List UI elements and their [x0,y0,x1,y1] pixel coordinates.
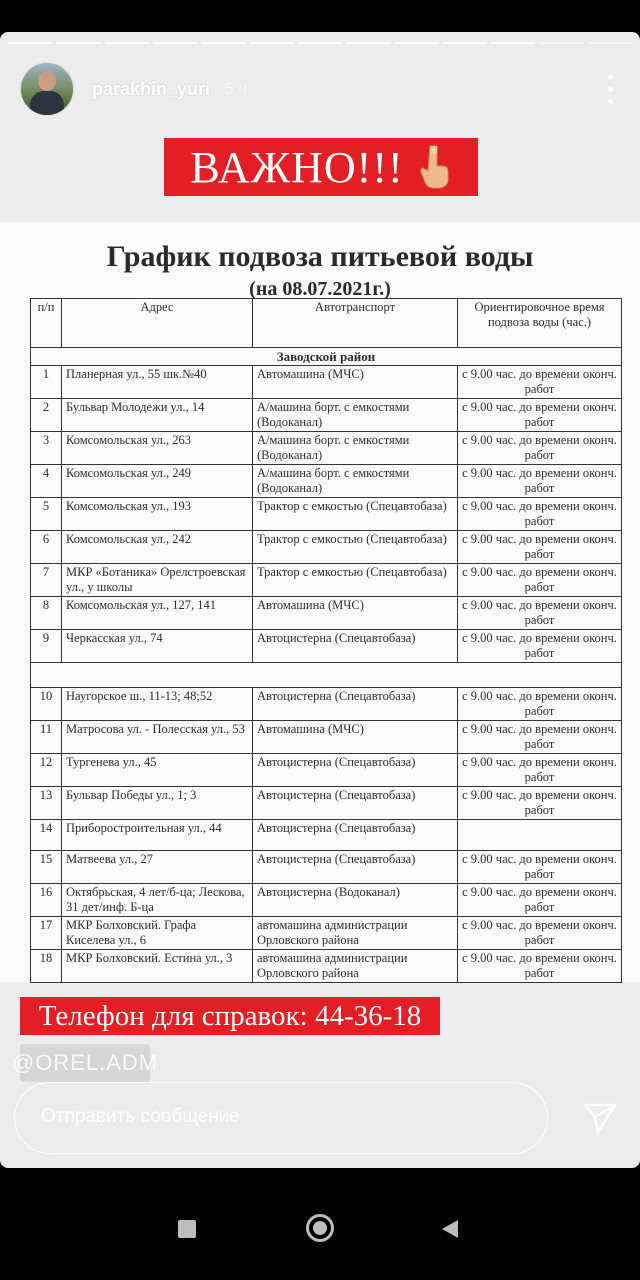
row-number: 15 [31,851,62,884]
schedule-document [0,222,640,982]
address-cell: Наугорское ш., 11-13; 48;52 [62,688,253,721]
separator-row [31,663,622,688]
time-cell: с 9.00 час. до времени оконч. работ [458,531,622,564]
message-input[interactable] [39,1105,523,1129]
time-cell: с 9.00 час. до времени оконч. работ [458,564,622,597]
row-number: 16 [31,884,62,917]
row-number: 14 [31,820,62,851]
transport-cell: А/машина борт. с емкостями (Водоканал) [253,432,458,465]
transport-cell: Автомашина (МЧС) [253,366,458,399]
send-icon[interactable] [582,1100,618,1136]
row-number: 6 [31,531,62,564]
recent-apps-button[interactable] [178,1220,196,1238]
transport-cell: Трактор с емкостью (Спецавтобаза) [253,531,458,564]
time-cell: с 9.00 час. до времени оконч. работ [458,597,622,630]
time-cell: с 9.00 час. до времени оконч. работ [458,721,622,754]
table-row [31,950,622,983]
time-cell: с 9.00 час. до времени оконч. работ [458,498,622,531]
back-button[interactable] [440,1218,460,1240]
transport-cell: Автомашина (МЧС) [253,597,458,630]
transport-cell: Автоцистерна (Спецавтобаза) [253,630,458,663]
address-cell: МКР Болховский. Естина ул., 3 [62,950,253,983]
more-vertical-icon[interactable] [600,74,620,104]
mention-sticker[interactable]: @OREL.ADM [20,1044,150,1082]
row-number: 11 [31,721,62,754]
table-row [31,465,622,498]
time-cell: с 9.00 час. до времени оконч. работ [458,465,622,498]
table-row [31,564,622,597]
row-number: 9 [31,630,62,663]
time-cell: с 9.00 час. до времени оконч. работ [458,432,622,465]
transport-cell: Трактор с емкостью (Спецавтобаза) [253,498,458,531]
row-number: 4 [31,465,62,498]
address-cell: Комсомольская ул., 193 [62,498,253,531]
transport-cell: Автоцистерна (Спецавтобаза) [253,820,458,851]
time-cell: с 9.00 час. до времени оконч. работ [458,399,622,432]
address-cell: Комсомольская ул., 263 [62,432,253,465]
table-row [31,688,622,721]
time-cell: с 9.00 час. до времени оконч. работ [458,366,622,399]
post-time: 5 ч. [224,79,252,98]
time-cell: с 9.00 час. до времени оконч. работ [458,754,622,787]
district-heading: Заводской район [31,348,622,366]
column-header: п/п [31,299,62,348]
table-row [31,498,622,531]
home-button[interactable] [306,1214,334,1242]
story-view[interactable] [0,32,640,1168]
address-cell: Тургенева ул., 45 [62,754,253,787]
row-number: 17 [31,917,62,950]
transport-cell: А/машина борт. с емкостями (Водоканал) [253,465,458,498]
transport-cell: Автоцистерна (Спецавтобаза) [253,851,458,884]
row-number: 13 [31,787,62,820]
document-title: График подвоза питьевой воды [106,240,534,273]
pointing-down-hand-icon [418,144,452,190]
android-nav-bar [0,1168,640,1280]
table-row [31,851,622,884]
address-cell: Приборостроительная ул., 44 [62,820,253,851]
time-cell: с 9.00 час. до времени оконч. работ [458,630,622,663]
address-cell: Октябрьская, 4 лет/б-ца; Лескова, 31 дет/инф. Б-ца [62,884,253,917]
important-sticker-text: ВАЖНО!!! [190,142,404,192]
address-cell: Бульвар Молодежи ул., 14 [62,399,253,432]
important-sticker [164,138,478,196]
transport-cell: Автоцистерна (Спецавтобаза) [253,754,458,787]
table-row [31,787,622,820]
schedule-table [30,298,622,983]
row-number: 10 [31,688,62,721]
address-cell: Комсомольская ул., 242 [62,531,253,564]
address-cell: Комсомольская ул., 249 [62,465,253,498]
time-cell: с 9.00 час. до времени оконч. работ [458,787,622,820]
table-row [31,630,622,663]
table-row [31,754,622,787]
table-row [31,432,622,465]
table-row [31,531,622,564]
table-row [31,917,622,950]
row-number: 7 [31,564,62,597]
table-row [31,366,622,399]
column-header: Автотранспорт [253,299,458,348]
time-cell: с 9.00 час. до времени оконч. работ [458,688,622,721]
column-header: Адрес [62,299,253,348]
row-number: 12 [31,754,62,787]
table-row [31,820,622,851]
avatar[interactable] [20,62,74,116]
time-cell: с 9.00 час. до времени оконч. работ [458,851,622,884]
document-date: (на 08.07.2021г.) [249,278,391,300]
transport-cell: Автоцистерна (Водоканал) [253,884,458,917]
row-number: 18 [31,950,62,983]
time-cell: с 9.00 час. до времени оконч. работ [458,884,622,917]
transport-cell: Автоцистерна (Спецавтобаза) [253,787,458,820]
row-number: 2 [31,399,62,432]
table-row [31,884,622,917]
username[interactable]: parakhin_yuri [92,78,211,99]
table-row [31,399,622,432]
address-cell: МКР «Ботаника» Орелстроевская ул., у школы [62,564,253,597]
transport-cell: А/машина борт. с емкостями (Водоканал) [253,399,458,432]
phone-sticker: Телефон для справок: 44-36-18 [20,997,440,1035]
reply-bar[interactable] [14,1082,548,1154]
time-cell: с 9.00 час. до времени оконч. работ [458,917,622,950]
column-header: Ориентировочное время подвоза воды (час.) [458,299,622,348]
row-number: 5 [31,498,62,531]
transport-cell: автомашина администрации Орловского района [253,917,458,950]
address-cell: Матвеева ул., 27 [62,851,253,884]
time-cell: с 9.00 час. до времени оконч. работ [458,950,622,983]
story-header [20,62,620,116]
address-cell: Черкасская ул., 74 [62,630,253,663]
table-row [31,597,622,630]
row-number: 1 [31,366,62,399]
table-row [31,721,622,754]
row-number: 8 [31,597,62,630]
address-cell: Бульвар Победы ул., 1; 3 [62,787,253,820]
transport-cell: Автоцистерна (Спецавтобаза) [253,688,458,721]
address-cell: Планерная ул., 55 шк.№40 [62,366,253,399]
transport-cell: Трактор с емкостью (Спецавтобаза) [253,564,458,597]
time-cell [458,820,622,851]
address-cell: МКР Болховский. Графа Киселева ул., 6 [62,917,253,950]
address-cell: Комсомольская ул., 127, 141 [62,597,253,630]
row-number: 3 [31,432,62,465]
transport-cell: автомашина администрации Орловского района [253,950,458,983]
story-progress [8,42,632,44]
address-cell: Матросова ул. - Полесская ул., 53 [62,721,253,754]
transport-cell: Автомашина (МЧС) [253,721,458,754]
